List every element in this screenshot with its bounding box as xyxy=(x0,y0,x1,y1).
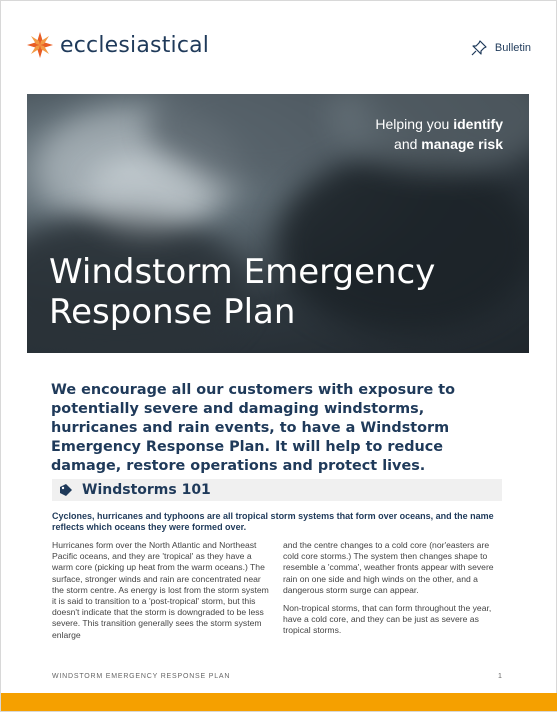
tagline-bold-1: identify xyxy=(453,116,503,132)
hero-banner xyxy=(27,94,529,353)
page-title xyxy=(49,252,435,332)
page-title-line-2: Response Plan xyxy=(49,292,296,332)
section-lead: Cyclones, hurricanes and typhoons are all tropical storm systems that form over oceans, and the name reflects which oceans they were formed over. xyxy=(52,511,494,532)
footer-title: WINDSTORM EMERGENCY RESPONSE PLAN xyxy=(52,673,231,680)
section-title: Windstorms 101 xyxy=(82,482,211,498)
body-paragraph: and the centre changes to a cold core (nor'easters are cold core storms.) The system then changes shape to resemble a 'comma', weather fronts appear with severe rain on one side and high winds on the other, and a dangerous storm surge can appear. xyxy=(283,540,494,595)
bulletin-label-group xyxy=(470,39,531,57)
hero-tagline xyxy=(375,114,503,154)
starburst-logo-icon xyxy=(26,31,54,59)
page-number: 1 xyxy=(498,673,502,680)
bulletin-label: Bulletin xyxy=(494,42,531,54)
intro-paragraph: We encourage all our customers with exposure to potentially severe and damaging windstorms, hurricanes and rain events, to have a Windstorm Emergency Response Plan. It will help to reduce damage, restore operations and protect lives. xyxy=(51,382,456,474)
tagline-prefix-1: Helping you xyxy=(375,116,454,132)
page-title-line-1: Windstorm Emergency xyxy=(49,252,436,292)
footer-accent-bar xyxy=(1,693,557,711)
body-paragraph: Hurricanes form over the North Atlantic and Northeast Pacific oceans, and they are 'tropical' as they have a warm core (picking up heat from the warm oceans.) The surface, stronger winds and rain are concentrated near the storm centre. As energy is lost from the storm system it is said to transition to a 'post-tropical' storm, but this doesn't indicate that the storm is downgraded to be less severe. This transition generally sees the storm system enlarge xyxy=(52,540,269,640)
body-paragraph: Non-tropical storms, that can form throughout the year, have a cold core, and they can be just as severe as tropical storms. xyxy=(283,603,492,636)
section-header xyxy=(52,479,502,501)
ecclesiastical-logo[interactable] xyxy=(26,31,209,59)
tag-icon xyxy=(58,482,74,498)
pushpin-icon xyxy=(470,39,488,57)
logo-text: ecclesiastical xyxy=(60,32,210,58)
tagline-bold-2: manage risk xyxy=(421,136,503,152)
body-column-left xyxy=(52,540,271,648)
tagline-prefix-2: and xyxy=(394,136,422,152)
body-column-right xyxy=(283,540,502,644)
page-header xyxy=(26,31,531,65)
